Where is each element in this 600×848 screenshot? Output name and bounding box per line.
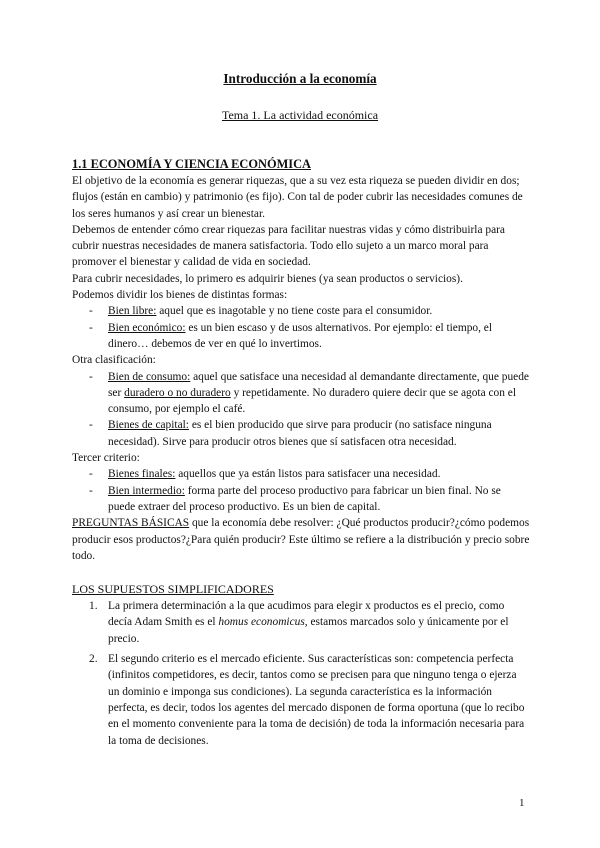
page-number: 1 xyxy=(519,797,525,809)
definition-text: forma parte del proceso productivo para fabricar un bien final. No se puede extraer del proceso productivo. Es un bien de capital. xyxy=(108,484,501,513)
item-text: La primera determinación a la que acudimos para elegir x productos es el precio, como decía Adam Smith es el xyxy=(108,600,505,629)
dash-marker: - xyxy=(89,484,93,497)
list-item xyxy=(72,598,530,647)
paragraph-riqueza: El objetivo de la economía es generar riquezas, que a su vez esta riqueza se pueden dividir en dos; flujos (están en cambio) y patrimonio (es fijo). Con tal de poder cubrir las necesidades comunes de los seres humanos y así crear un bienestar. xyxy=(72,175,523,220)
dash-marker: - xyxy=(89,370,93,383)
term-bien-economico: Bien económico: xyxy=(108,321,186,334)
dash-marker: - xyxy=(89,305,93,318)
list-consumo-capital xyxy=(72,369,530,450)
list-finales-intermedios xyxy=(72,466,530,515)
paragraph-dividir-bienes: Podemos dividir los bienes de distintas formas: xyxy=(72,289,288,302)
term-bienes-capital: Bienes de capital: xyxy=(108,419,189,432)
term-bien-intermedio: Bien intermedio: xyxy=(108,484,185,497)
term-bien-consumo: Bien de consumo: xyxy=(108,370,191,383)
list-item xyxy=(72,651,530,749)
label-tercer-criterio: Tercer criterio: xyxy=(72,452,140,465)
italic-homus-economicus: homus economicus, xyxy=(218,616,308,629)
list-item xyxy=(72,466,530,482)
definition-text: es el bien producido que sirve para producir (no satisface ninguna necesidad). Sirve para producir otros bienes que sí satisfacen otra necesidad. xyxy=(108,419,492,448)
paragraph-text: que la economía debe resolver: ¿Qué productos producir?¿cómo podemos producir esos productos?¿Para quién producir? Este último se refiere a la distribución y precio sobre todo. xyxy=(72,517,530,562)
document-title: Introducción a la economía xyxy=(223,71,377,86)
item-text: estamos marcados solo y únicamente por el precio. xyxy=(108,616,509,645)
list-item xyxy=(72,320,530,353)
term-bien-libre: Bien libre: xyxy=(108,305,157,318)
definition-text: es un bien escaso y de usos alternativos. Por ejemplo: el tiempo, el dinero… debemos de ver en qué lo invertimos. xyxy=(108,321,493,350)
dash-marker: - xyxy=(89,468,93,481)
number-marker: 2. xyxy=(89,653,98,666)
list-item xyxy=(72,369,530,418)
dash-marker: - xyxy=(89,321,93,334)
definition-text: y repetidamente. No duradero quiere decir que se agota con el consumo, por ejemplo el café. xyxy=(108,386,517,416)
definition-text: aquel que es inagotable y no tiene coste para el consumidor. xyxy=(156,305,433,318)
label-otra-clasificacion: Otra clasificación: xyxy=(72,354,156,367)
list-item xyxy=(72,417,530,450)
document-body xyxy=(72,156,530,753)
spacer xyxy=(72,564,530,581)
paragraph-crear-riquezas: Debemos de entender cómo crear riquezas para facilitar nuestras vidas y cómo distribuirla para cubrir nuestras necesidades de manera satisfactoria. Todo ello sujeto a un marco moral para promover el bienestar y calidad de vida en sociedad. xyxy=(72,223,505,269)
list-supuestos xyxy=(72,598,530,749)
definition-text: aquel que satisface una necesidad al demandante directamente, que puede ser xyxy=(108,370,529,399)
document-subtitle: Tema 1. La actividad económica xyxy=(221,108,379,122)
list-item xyxy=(72,483,530,516)
section-heading-supuestos: LOS SUPUESTOS SIMPLIFICADORES xyxy=(72,582,274,597)
section-heading-economia: 1.1 ECONOMÍA Y CIENCIA ECONÓMICA xyxy=(72,157,311,171)
term-bienes-finales: Bienes finales: xyxy=(108,468,176,481)
dash-marker: - xyxy=(89,419,93,432)
number-marker: 1. xyxy=(89,600,98,613)
term-preguntas-basicas: PREGUNTAS BÁSICAS xyxy=(72,517,190,530)
underlined-duradero: duradero o no duradero xyxy=(124,386,231,399)
list-item xyxy=(72,303,530,319)
list-bienes-libres-economicos xyxy=(72,303,530,352)
item-text: El segundo criterio es el mercado eficiente. Sus características son: competencia perfecta (infinitos competidores, es decir, tantos como se precisen para que ninguno tenga o ejerza un dominio e imponga sus condiciones). La segunda característica es la información perfecta, es decir, todos los agentes del mercado disponen de forma oportuna (que lo recibo en el momento conveniente para la toma de decisión) de toda la información necesaria para la toma de decisiones. xyxy=(108,653,525,747)
paragraph-preguntas-basicas xyxy=(72,515,530,564)
definition-text: aquellos que ya están listos para satisfacer una necesidad. xyxy=(175,468,441,481)
paragraph-cubrir-necesidades: Para cubrir necesidades, lo primero es adquirir bienes (ya sean productos o servicios). xyxy=(72,272,463,285)
